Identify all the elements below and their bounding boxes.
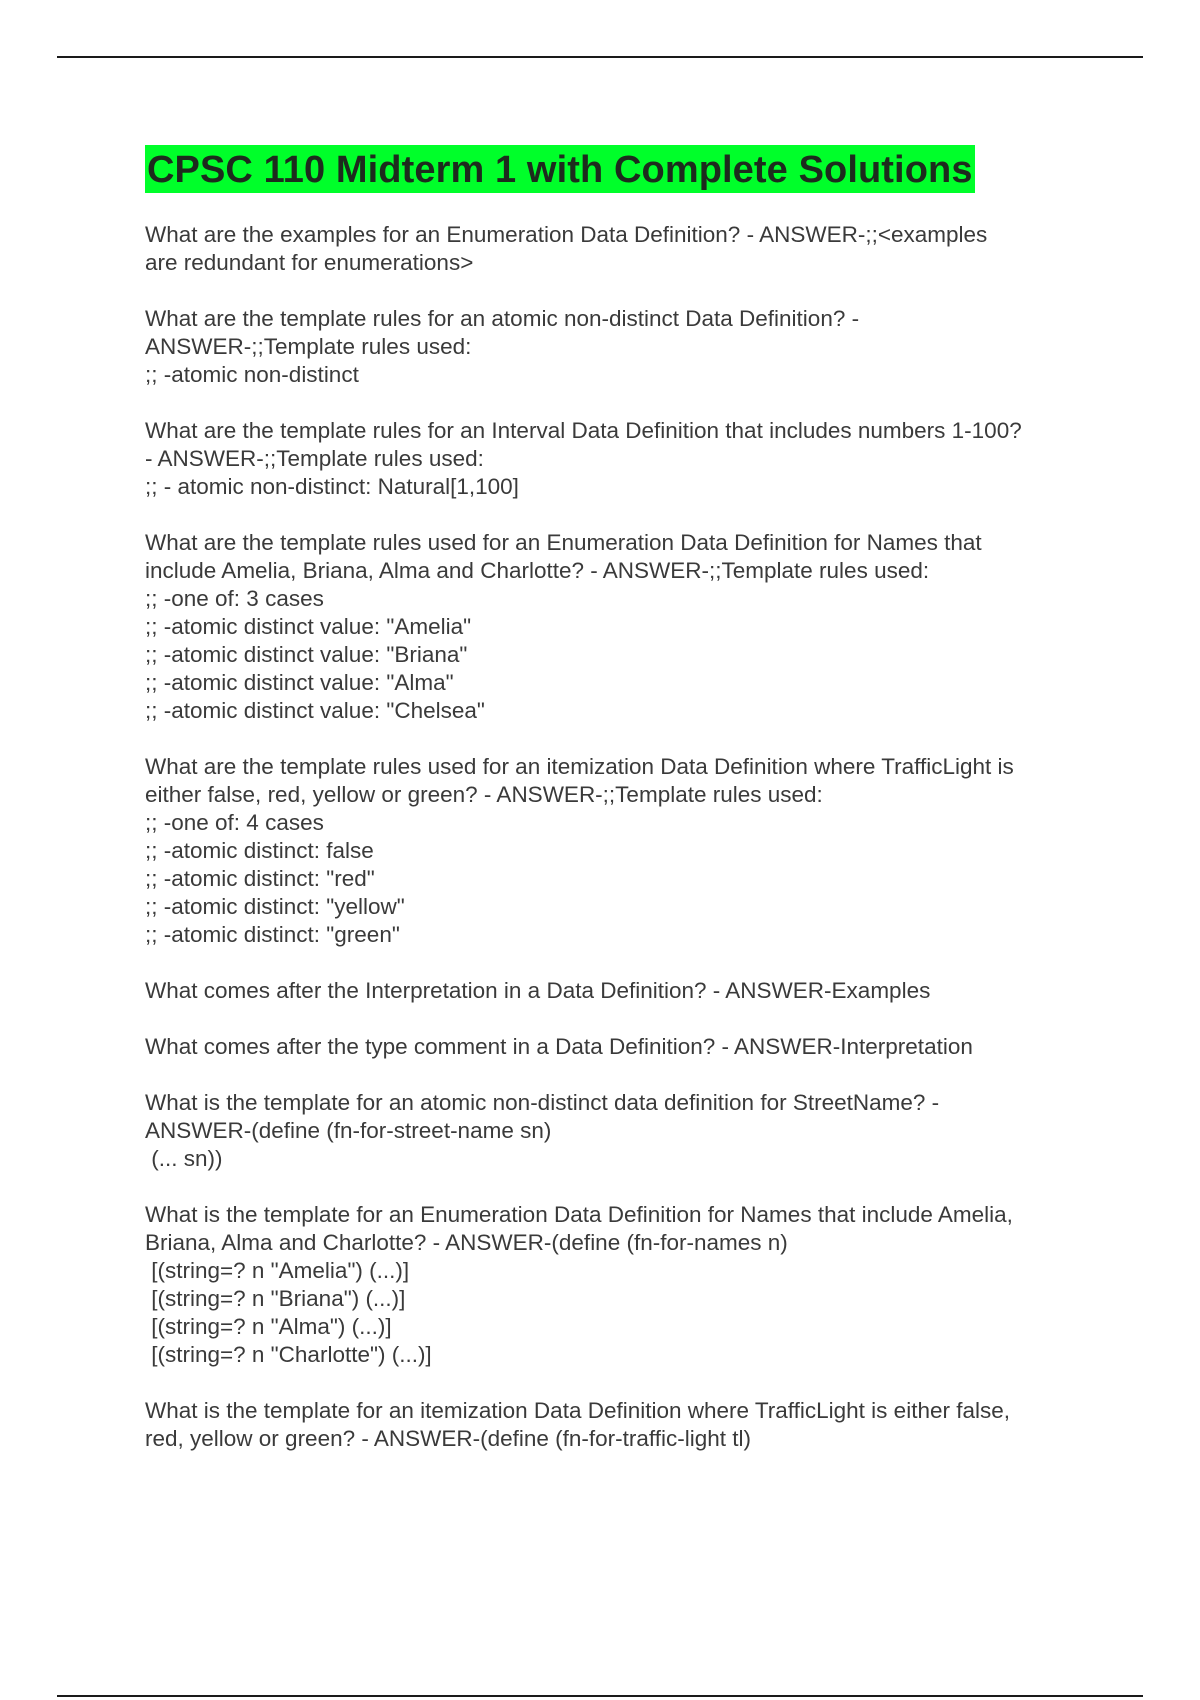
qa-line: [(string=? n "Alma") (...)] <box>145 1314 392 1339</box>
qa-line: ;; -atomic non-distinct <box>145 362 359 387</box>
qa-line: [(string=? n "Charlotte") (...)] <box>145 1342 432 1367</box>
qa-line: [(string=? n "Briana") (...)] <box>145 1286 406 1311</box>
qa-line: red, yellow or green? - ANSWER-(define (fn-for-traffic-light tl) <box>145 1426 752 1451</box>
qa-line: ;; -atomic distinct: false <box>145 838 374 863</box>
qa-entry <box>145 221 1095 277</box>
qa-line: What are the template rules for an Interval Data Definition that includes numbers 1-100? <box>145 418 1022 443</box>
qa-line: ;; -atomic distinct value: "Chelsea" <box>145 698 485 723</box>
qa-line: ;; -atomic distinct value: "Alma" <box>145 670 454 695</box>
qa-line: ;; -one of: 4 cases <box>145 810 324 835</box>
qa-list <box>145 221 1095 1453</box>
qa-line: Briana, Alma and Charlotte? - ANSWER-(define (fn-for-names n) <box>145 1230 788 1255</box>
qa-line: ;; -atomic distinct value: "Amelia" <box>145 614 472 639</box>
qa-line: include Amelia, Briana, Alma and Charlotte? - ANSWER-;;Template rules used: <box>145 558 930 583</box>
qa-line: (... sn)) <box>145 1146 223 1171</box>
qa-line: are redundant for enumerations> <box>145 250 474 275</box>
qa-line: ;; -one of: 3 cases <box>145 586 324 611</box>
qa-line: ANSWER-(define (fn-for-street-name sn) <box>145 1118 552 1143</box>
qa-entry <box>145 753 1095 949</box>
qa-entry <box>145 529 1095 725</box>
header-rule <box>57 56 1143 58</box>
qa-line: ;; - atomic non-distinct: Natural[1,100] <box>145 474 519 499</box>
qa-line: What are the template rules for an atomic non-distinct Data Definition? - <box>145 306 860 331</box>
qa-line: ;; -atomic distinct value: "Briana" <box>145 642 468 667</box>
qa-line: ANSWER-;;Template rules used: <box>145 334 472 359</box>
qa-line: What is the template for an itemization Data Definition where TrafficLight is either false, <box>145 1398 1010 1423</box>
qa-line: either false, red, yellow or green? - ANSWER-;;Template rules used: <box>145 782 823 807</box>
qa-line: What comes after the type comment in a Data Definition? - ANSWER-Interpretation <box>145 1034 973 1059</box>
qa-entry <box>145 1089 1095 1173</box>
qa-line: ;; -atomic distinct: "green" <box>145 922 400 947</box>
qa-entry <box>145 1033 1095 1061</box>
qa-entry <box>145 1397 1095 1453</box>
qa-line: What comes after the Interpretation in a Data Definition? - ANSWER-Examples <box>145 978 931 1003</box>
qa-line: What is the template for an Enumeration Data Definition for Names that include Amelia, <box>145 1202 1013 1227</box>
document-title: CPSC 110 Midterm 1 with Complete Solutions <box>145 145 975 193</box>
qa-entry <box>145 1201 1095 1369</box>
qa-line: What are the template rules used for an Enumeration Data Definition for Names that <box>145 530 982 555</box>
qa-line: What is the template for an atomic non-distinct data definition for StreetName? - <box>145 1090 940 1115</box>
qa-line: [(string=? n "Amelia") (...)] <box>145 1258 410 1283</box>
qa-entry <box>145 305 1095 389</box>
qa-entry <box>145 417 1095 501</box>
qa-line: ;; -atomic distinct: "red" <box>145 866 375 891</box>
qa-line: What are the examples for an Enumeration Data Definition? - ANSWER-;;<examples <box>145 222 988 247</box>
qa-line: What are the template rules used for an itemization Data Definition where TrafficLight is <box>145 754 1014 779</box>
qa-line: - ANSWER-;;Template rules used: <box>145 446 484 471</box>
document-body <box>145 145 1095 1481</box>
qa-entry <box>145 977 1095 1005</box>
qa-line: ;; -atomic distinct: "yellow" <box>145 894 405 919</box>
footer-rule <box>57 1695 1143 1697</box>
